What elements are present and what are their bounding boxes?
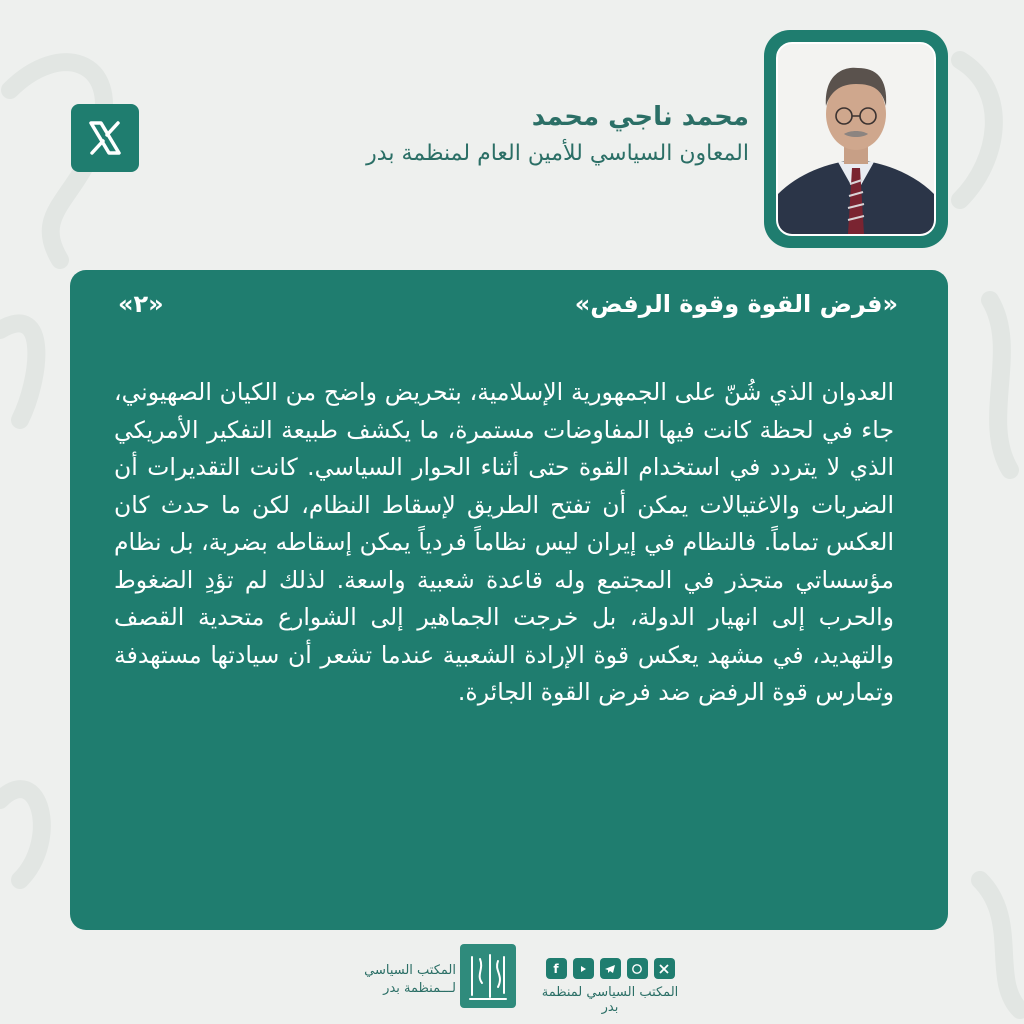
article-body: العدوان الذي شُنّ على الجمهورية الإسلامية، بتحريض واضح من الكيان الصهيوني، جاء في لحظة كانت فيها المفاوضات مستمرة، ما يكشف طبيعة التفكير الأمريكي الذي لا يتردد في استخدام القوة حتى أثناء الحوار السياسي. كانت التقديرات أن الضربات والاغتيالات يمكن أن تفتح الطريق لإسقاط النظام، لكن ما حدث كان العكس تماماً. فالنظام في إيران ليس نظاماً فردياً يمكن إسقاطه بضربة، بل نظام مؤسساتي متجذر في المجتمع وله قاعدة شعبية واسعة. لذلك لم تؤدِ الضغوط والحرب إلى انهيار الدولة، بل خرجت الجماهير إلى الشوارع متحدية القصف والتهديد، في مشهد يعكس قوة الإرادة الشعبية عندما تشعر أن سيادتها مستهدفة وتمارس قوة الرفض ضد فرض القوة الجائرة. xyxy=(114,378,894,706)
calligraphy-logo-icon xyxy=(466,949,510,1003)
x-icon xyxy=(85,118,125,158)
facebook-icon[interactable]: f xyxy=(546,958,567,979)
article-part-number: «٢» xyxy=(118,290,164,318)
x-logo-badge[interactable] xyxy=(71,104,139,172)
logo-caption-line2: لـــمنظمة بدر xyxy=(383,981,456,996)
footer-caption: المكتب السياسي لمنظمة بدر xyxy=(541,985,679,1015)
article-heading-row xyxy=(70,290,948,330)
x-small-icon[interactable] xyxy=(654,958,675,979)
profile-role: المعاون السياسي للأمين العام لمنظمة بدر xyxy=(366,141,749,166)
social-icons-row xyxy=(535,958,685,979)
youtube-icon[interactable] xyxy=(573,958,594,979)
org-logo-caption xyxy=(364,962,456,998)
article-title: «فرض القوة وقوة الرفض» xyxy=(574,290,898,318)
telegram-icon[interactable] xyxy=(600,958,621,979)
whatsapp-icon[interactable] xyxy=(627,958,648,979)
profile-name: محمد ناجي محمد xyxy=(531,102,749,132)
profile-photo-frame xyxy=(764,30,948,248)
profile-photo xyxy=(776,42,936,236)
org-logo xyxy=(460,944,516,1008)
profile-info xyxy=(249,100,749,170)
article-panel xyxy=(70,270,948,930)
logo-caption-line1: المكتب السياسي xyxy=(364,963,456,978)
footer-social xyxy=(535,958,685,1015)
